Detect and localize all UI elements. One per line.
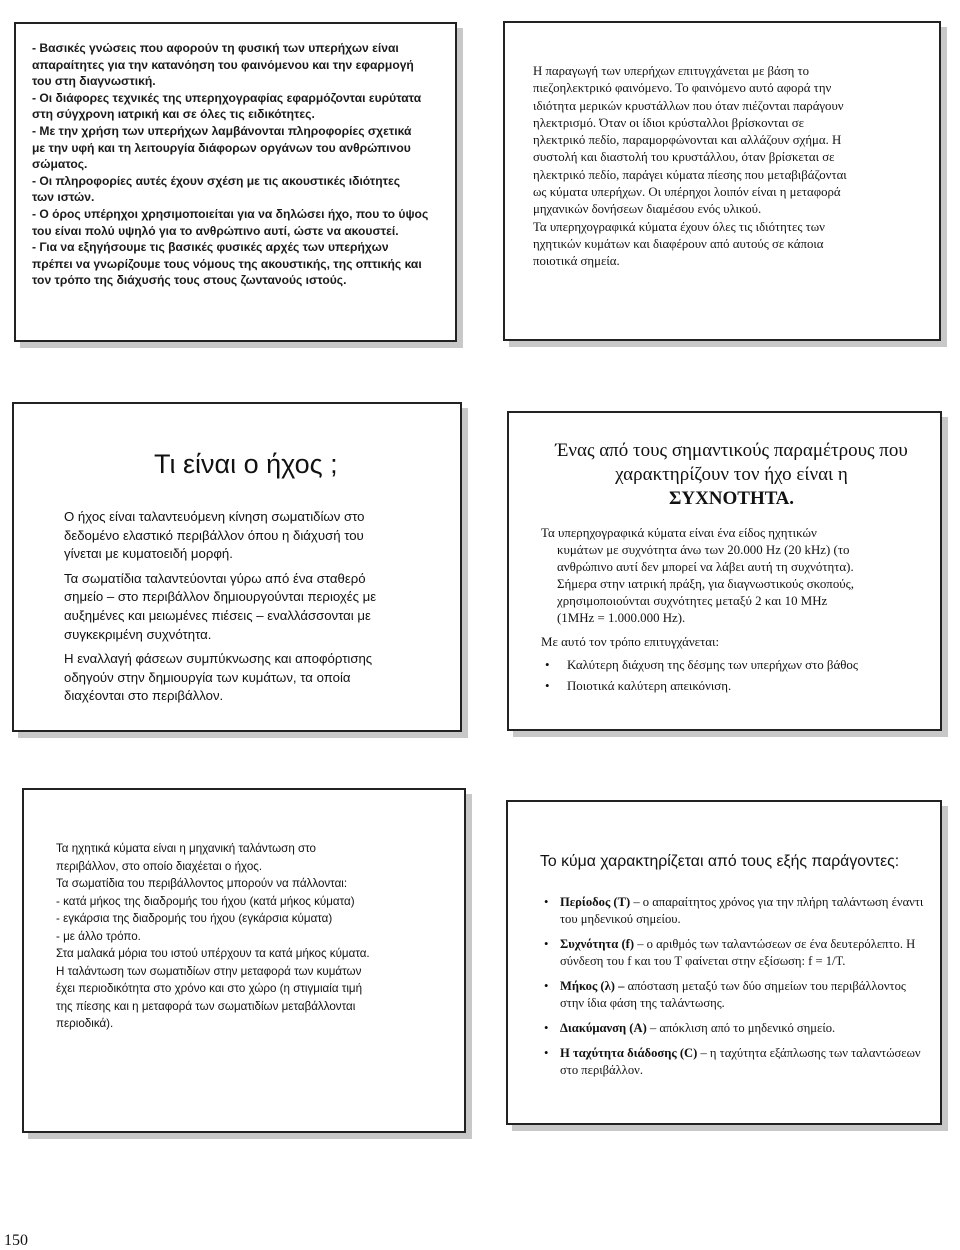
text-line: μηχανικών δονήσεων διαμέσου ενός υλικού. bbox=[533, 202, 762, 217]
slide-frequency bbox=[507, 411, 942, 731]
term: Συχνότητα (f) bbox=[560, 937, 635, 951]
slide-piezoelectric-effect bbox=[503, 21, 941, 341]
paragraph bbox=[541, 525, 930, 626]
list-item bbox=[540, 978, 930, 1012]
term: Η ταχύτητα διάδοσης (C) bbox=[560, 1046, 698, 1060]
list-item bbox=[540, 894, 930, 928]
text-line: Η εναλλαγή φάσεων συμπύκνωσης και αποφόρτισης bbox=[64, 651, 373, 667]
text-line: πιεζοηλεκτρικό φαινόμενο. Το φαινόμενο αυτό αφορά την bbox=[533, 81, 832, 96]
text-line: - Ο όρος υπέρηχοι χρησιμοποιείται για να δηλώσει ήχο, που το ύψος bbox=[32, 206, 429, 221]
paragraph bbox=[64, 508, 446, 564]
slide-ultrasound-basics bbox=[14, 22, 457, 342]
bullet-icon: • bbox=[544, 1046, 549, 1060]
definition: – ο απαραίτητος χρόνος για την πλήρη ταλάντωση έναντι του μηδενικού σημείου. bbox=[560, 895, 924, 926]
text-line: - κατά μήκος της διαδρομής του ήχου (κατά μήκος κύματα) bbox=[56, 894, 355, 908]
text-line: χρησιμοποιούνται συχνότητες μεταξύ 2 και 10 MHz bbox=[557, 593, 828, 608]
definition: απόσταση μεταξύ των δύο σημείων του περιβάλλοντος στην ίδια φάση της ταλάντωσης. bbox=[560, 979, 906, 1010]
text-line: - Με την χρήση των υπερήχων λαμβάνονται πληροφορίες σχετικά bbox=[32, 123, 412, 138]
list-item bbox=[541, 678, 930, 695]
text-line: Σήμερα στην ιατρική πράξη, για διαγνωστικούς σκοπούς, bbox=[557, 576, 854, 591]
text-line: οδηγούν στην δημιουργία των κυμάτων, τα οποία bbox=[64, 669, 351, 685]
slide-title bbox=[533, 439, 930, 511]
bullet-list bbox=[541, 657, 930, 695]
slide-title: Το κύμα χαρακτηρίζεται από τους εξής παράγοντες: bbox=[540, 853, 900, 870]
text-line: αυξημένες και μειωμένες πιέσεις – εναλλάσσονται με bbox=[64, 607, 371, 623]
text-line: ηλεκτρικό πεδίο, παράγει κύματα πίεσης που μεταβιβάζονται bbox=[533, 167, 847, 182]
list-item bbox=[540, 936, 930, 970]
bullet-list bbox=[540, 894, 930, 1079]
text-line: Η ταλάντωση των σωματιδίων στην μεταφορά των κυμάτων bbox=[56, 964, 362, 978]
text-line: με την υφή και τη λειτουργία διάφορων οργάνων του ανθρώπινου bbox=[32, 140, 411, 155]
bullet-icon: • bbox=[544, 895, 549, 909]
text-line: διαχέονται στο περιβάλλον. bbox=[64, 688, 224, 704]
term: Περίοδος (Τ) bbox=[560, 895, 631, 909]
list-item bbox=[540, 1020, 930, 1037]
slide-wave-parameters bbox=[506, 800, 942, 1125]
text-line: συστολή και διαστολή του κρυστάλλου, όταν βρίσκεται σε bbox=[533, 150, 835, 165]
text-line: στη σύγχρονη ιατρική και σε όλες τις ειδικότητες. bbox=[32, 107, 315, 122]
title-line: Ένας από τους σημαντικούς παραμέτρους που bbox=[555, 440, 908, 461]
text-line: ηλεκτρισμό. Όταν οι ίδιοι κρύσταλλοι βρίσκονται σε bbox=[533, 115, 805, 130]
bullet-icon: • bbox=[545, 658, 550, 673]
slide-what-is-sound bbox=[12, 402, 462, 732]
bullet-icon: • bbox=[545, 679, 550, 694]
text-line: γίνεται με κυματοειδή μορφή. bbox=[64, 546, 233, 562]
definition: – η ταχύτητα εξάπλωσης των ταλαντώσεων στο περιβάλλον. bbox=[560, 1046, 921, 1077]
definition: – ο αριθμός των ταλαντώσεων σε ένα δευτερόλεπτο. Η σύνδεση του f και του Τ φαίνεται στην εξίσωση: f = 1/T. bbox=[560, 937, 916, 968]
text-line: - Οι διάφορες τεχνικές της υπερηχογραφίας εφαρμόζονται ευρύτατα bbox=[32, 90, 422, 105]
text-line: Τα σωματίδια ταλαντεύονται γύρω από ένα σταθερό bbox=[64, 570, 366, 586]
text-line: Τα υπερηχογραφικά κύματα έχουν όλες τις ιδιότητες των bbox=[533, 219, 825, 234]
text-line: της πίεσης και η μεταφορά των σωματιδίων μεταβάλλονται bbox=[56, 999, 356, 1013]
text-line: Η παραγωγή των υπερήχων επιτυγχάνεται με βάση το bbox=[533, 64, 810, 78]
text-line: ως κύματα υπερήχων. Οι υπέρηχοι λοιπόν είναι η μεταφορά bbox=[533, 185, 841, 200]
text-line: συγκεκριμένη συχνότητα. bbox=[64, 626, 212, 642]
text-line: - Οι πληροφορίες αυτές έχουν σχέση με τις ακουστικές ιδιότητες bbox=[32, 173, 401, 188]
title-line: χαρακτηρίζουν τον ήχο είναι η bbox=[615, 464, 848, 485]
list-item-text: Ποιοτικά καλύτερη απεικόνιση. bbox=[567, 679, 732, 694]
slide-sound-waves bbox=[22, 788, 466, 1133]
text-line: απαραίτητες για την κατανόηση του φαινόμενου και την εφαρμογή bbox=[32, 57, 414, 72]
bullet-icon: • bbox=[544, 979, 549, 993]
text-line: κυμάτων με συχνότητα άνω των 20.000 Hz (20 kHz) (το bbox=[557, 542, 850, 557]
paragraph bbox=[64, 650, 446, 706]
text-line: - Βασικές γνώσεις που αφορούν τη φυσική των υπερήχων είναι bbox=[32, 41, 399, 55]
list-item-text: Καλύτερη διάχυση της δέσμης των υπερήχων στο βάθος bbox=[567, 658, 858, 673]
text-line: (1MHz = 1.000.000 Hz). bbox=[557, 610, 686, 625]
bullet-icon: • bbox=[544, 937, 549, 951]
text-line: ηλεκτρικό πεδίο, παραμορφώνονται και αλλάζουν σχήμα. Η bbox=[533, 133, 842, 148]
list-intro: Με αυτό τον τρόπο επιτυγχάνεται: bbox=[541, 635, 720, 650]
bullet-icon: • bbox=[544, 1021, 549, 1035]
text-line: σημείο – στο περιβάλλον δημιουργούνται περιοχές με bbox=[64, 589, 377, 605]
paragraph bbox=[64, 570, 446, 644]
text-line: ηχητικών κυμάτων και διαφέρουν από αυτούς σε κάποια bbox=[533, 236, 824, 251]
text-line: περιβάλλον, στο οποίο διαχέεται ο ήχος. bbox=[56, 859, 263, 873]
text-line: Τα ηχητικά κύματα είναι η μηχανική ταλάντωση στο bbox=[56, 842, 317, 855]
text-line: Ο ήχος είναι ταλαντευόμενη κίνηση σωματιδίων στο bbox=[64, 509, 365, 524]
text-line: δεδομένο ελαστικό περιβάλλον όπου η διάχυσή του bbox=[64, 527, 364, 543]
text-line: Στα μαλακά μόρια του ιστού υπέρχουν τα κατά μήκος κύματα. bbox=[56, 947, 370, 960]
list-item bbox=[541, 657, 930, 674]
text-line: - Για να εξηγήσουμε τις βασικές φυσικές αρχές των υπερήχων bbox=[32, 240, 389, 255]
text-line: ιδιότητα μερικών κρυστάλλων που όταν πιέζονται παράγουν bbox=[533, 98, 844, 113]
text-line: Τα υπερηχογραφικά κύματα είναι ένα είδος ηχητικών bbox=[541, 526, 817, 540]
text-line: του είναι πολύ υψηλό για το ανθρώπινο αυτί, ώστε να ακουστεί. bbox=[32, 223, 399, 238]
text-line: ποιοτικά σημεία. bbox=[533, 254, 620, 269]
text-line: των ιστών. bbox=[32, 190, 95, 205]
text-line: τον τρόπο της διάχυσής τους στους ζωντανούς ιστούς. bbox=[32, 273, 347, 288]
term: Διακύμανση (Α) bbox=[560, 1021, 647, 1035]
definition: – απόκλιση από το μηδενικό σημείο. bbox=[646, 1021, 836, 1035]
text-line: Τα σωματίδια του περιβάλλοντος μπορούν να πάλλονται: bbox=[56, 877, 348, 890]
text-line: πρέπει να γνωρίζουμε τους νόμους της ακουστικής, της οπτικής και bbox=[32, 256, 422, 271]
slide-title: Τι είναι ο ήχος ; bbox=[154, 449, 338, 479]
text-line: ανθρώπινο αυτί δεν μπορεί να λάβει αυτή τη συχνότητα). bbox=[557, 559, 854, 574]
page-number: 150 bbox=[4, 1232, 28, 1249]
text-line: - εγκάρσια της διαδρομής του ήχου (εγκάρσια κύματα) bbox=[56, 912, 333, 925]
term: Μήκος (λ) – bbox=[560, 979, 625, 993]
text-line: - με άλλο τρόπο. bbox=[56, 929, 141, 943]
text-line: περιοδικά). bbox=[56, 1017, 114, 1030]
title-emphasis: ΣΥΧΝΟΤΗΤΑ. bbox=[668, 488, 795, 509]
text-line: του στη διαγνωστική. bbox=[32, 74, 156, 89]
text-line: σώματος. bbox=[32, 157, 88, 172]
list-item bbox=[540, 1045, 930, 1079]
text-line: έχει περιοδικότητα στο χρόνο και στο χώρο (η στιγμιαία τιμή bbox=[56, 982, 363, 995]
